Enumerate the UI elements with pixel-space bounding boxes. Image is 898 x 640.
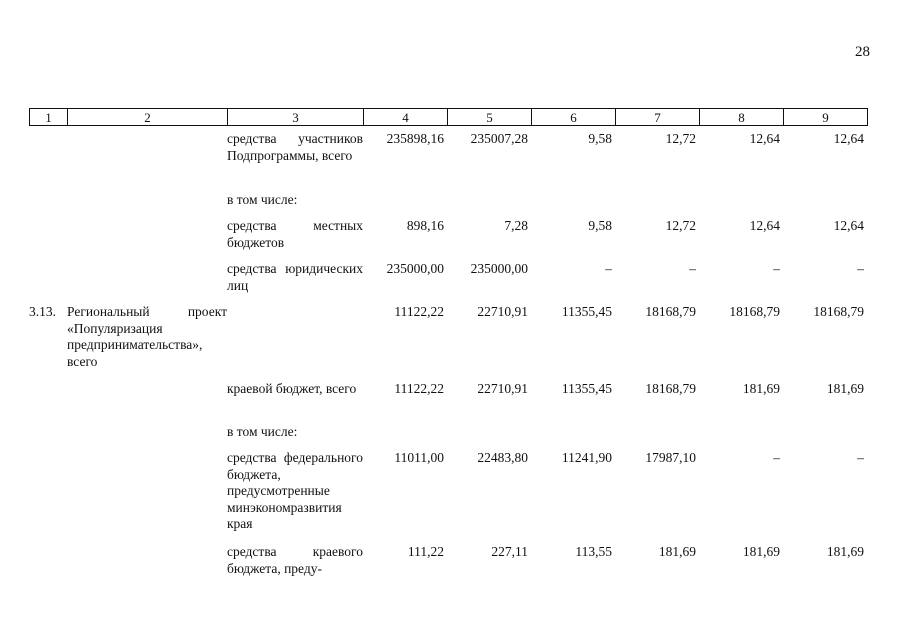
column-number: 4 [364, 109, 448, 126]
row-number [29, 131, 67, 192]
column-number: 9 [784, 109, 868, 126]
row-value [447, 424, 531, 450]
row-name: Региональный проект «Популяризация предпринимательства», всего [67, 304, 227, 369]
row-value [363, 192, 447, 218]
row-value: – [605, 261, 612, 276]
row-value: 22710,91 [477, 304, 528, 319]
table-row [29, 304, 867, 381]
row-value: 11122,22 [394, 304, 444, 319]
row-value [447, 192, 531, 218]
row-name [67, 131, 227, 192]
row-value: – [689, 261, 696, 276]
row-value [783, 424, 867, 450]
row-source: краевой бюджет, всего [227, 381, 357, 396]
row-value [615, 424, 699, 450]
row-source: средства участников Подпрограммы, всего [227, 131, 363, 163]
column-number: 6 [532, 109, 616, 126]
row-source: средства юридических лиц [227, 261, 363, 293]
row-number [29, 450, 67, 544]
row-number [29, 192, 67, 218]
table-row [29, 450, 867, 544]
row-number [29, 218, 67, 261]
row-name [67, 424, 227, 450]
row-number [29, 424, 67, 450]
row-value: 235007,28 [470, 131, 528, 146]
table-row [29, 381, 867, 424]
table-row [29, 261, 867, 304]
column-number: 3 [228, 109, 364, 126]
row-value: 11122,22 [394, 381, 444, 396]
row-number [29, 261, 67, 304]
row-value: 22483,80 [477, 450, 528, 465]
row-name [67, 218, 227, 261]
row-value: 181,69 [826, 381, 864, 396]
row-number [29, 544, 67, 584]
row-value [363, 424, 447, 450]
row-value: 12,64 [749, 131, 780, 146]
row-value: 18168,79 [645, 381, 696, 396]
row-value: 181,69 [658, 544, 696, 559]
row-value: 11355,45 [561, 381, 612, 396]
row-source: средства местных бюджетов [227, 218, 363, 250]
row-value: 12,72 [665, 218, 696, 233]
row-value: 18168,79 [645, 304, 696, 319]
row-value: 17987,10 [645, 450, 696, 465]
row-source: средства краевого бюджета, преду- [227, 544, 363, 576]
row-name [67, 261, 227, 304]
column-number: 8 [700, 109, 784, 126]
row-value: 11355,45 [561, 304, 612, 319]
table-row [29, 131, 867, 192]
column-number: 2 [68, 109, 228, 126]
row-value: 12,64 [833, 218, 864, 233]
row-name [67, 381, 227, 424]
row-value: 113,55 [575, 544, 612, 559]
row-value: 9,58 [588, 218, 612, 233]
column-number: 1 [30, 109, 68, 126]
row-source: в том числе: [227, 192, 298, 207]
row-value [531, 424, 615, 450]
row-value: 12,64 [749, 218, 780, 233]
row-value: – [773, 261, 780, 276]
row-value [531, 192, 615, 218]
row-name [67, 192, 227, 218]
row-value: 227,11 [491, 544, 528, 559]
row-value [699, 424, 783, 450]
row-value: 181,69 [742, 544, 780, 559]
row-value [615, 192, 699, 218]
row-value: – [857, 261, 864, 276]
row-value: 181,69 [826, 544, 864, 559]
page-number: 28 [855, 44, 870, 60]
table-row [29, 192, 867, 218]
row-value: 12,64 [833, 131, 864, 146]
row-value: 7,28 [504, 218, 528, 233]
table-row [29, 218, 867, 261]
row-value: 18168,79 [813, 304, 864, 319]
row-name [67, 450, 227, 544]
row-value: 12,72 [665, 131, 696, 146]
row-value [783, 192, 867, 218]
row-value: 181,69 [742, 381, 780, 396]
table-row [29, 544, 867, 584]
row-source: в том числе: [227, 424, 298, 439]
row-value: 11011,00 [394, 450, 444, 465]
row-number [29, 381, 67, 424]
row-value: 235000,00 [470, 261, 528, 276]
row-value: – [773, 450, 780, 465]
financing-table [29, 131, 867, 584]
row-source: средства федерального бюджета, предусмотренные минэкономразвития края [227, 450, 363, 531]
row-value: 22710,91 [477, 381, 528, 396]
row-source [227, 304, 363, 381]
row-value: 11241,90 [561, 450, 612, 465]
row-value: – [857, 450, 864, 465]
row-value: 898,16 [406, 218, 444, 233]
row-value: 235000,00 [386, 261, 444, 276]
row-number: 3.13. [29, 304, 56, 319]
row-value: 18168,79 [729, 304, 780, 319]
row-value: 235898,16 [386, 131, 444, 146]
table-row [29, 424, 867, 450]
row-value: 9,58 [588, 131, 612, 146]
column-number-header [29, 108, 868, 126]
row-value: 111,22 [407, 544, 444, 559]
column-number: 5 [448, 109, 532, 126]
row-name [67, 544, 227, 584]
row-value [699, 192, 783, 218]
column-number: 7 [616, 109, 700, 126]
